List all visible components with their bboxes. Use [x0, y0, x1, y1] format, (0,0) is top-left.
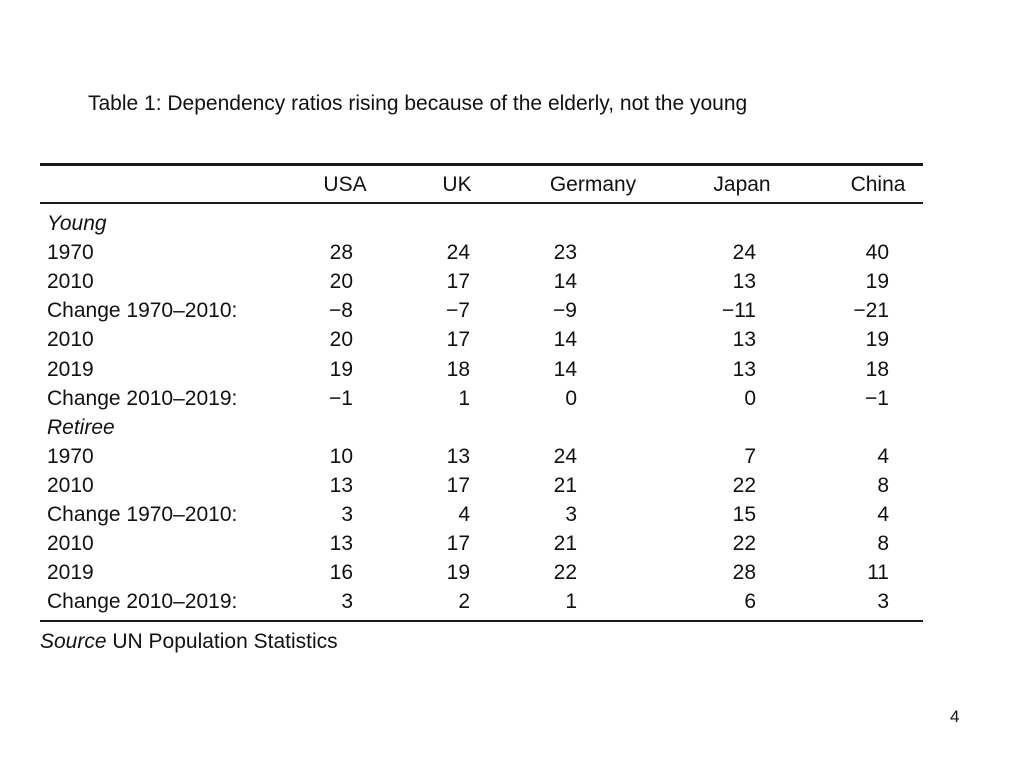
table-cell: 19: [446, 561, 470, 585]
table-cell: 3: [565, 503, 577, 526]
table-cell: 22: [732, 473, 756, 497]
table-cell: 14: [553, 357, 577, 381]
table-cell: 22: [553, 561, 577, 585]
source-keyword: Source: [40, 630, 107, 653]
table-cell: −11: [721, 299, 756, 323]
table-cell: 24: [446, 241, 470, 265]
row-label: 2019: [47, 561, 94, 585]
page-number: 4: [950, 707, 960, 726]
table-cell: 19: [329, 357, 353, 381]
table-cell: 28: [732, 561, 756, 585]
table-cell: 14: [553, 328, 577, 352]
source-text: UN Population Statistics: [106, 630, 338, 653]
table-cell: 4: [877, 444, 889, 468]
table-cell: 21: [553, 532, 577, 556]
table-source-note: [40, 630, 338, 654]
table-cell: −21: [853, 299, 889, 323]
table-cell: 15: [732, 503, 756, 526]
row-label: Change 1970–2010:: [47, 503, 238, 526]
table-cell: −1: [329, 386, 353, 410]
column-header: Japan: [713, 173, 771, 196]
row-label: 2010: [47, 473, 94, 497]
table-cell: 28: [329, 241, 353, 265]
slide-title: Table 1: Dependency ratios rising because of the elderly, not the young: [88, 92, 748, 115]
row-label: 1970: [47, 241, 94, 265]
row-label: Change 2010–2019:: [47, 386, 238, 410]
table-cell: 13: [329, 473, 353, 497]
table-cell: 13: [732, 357, 756, 381]
table-cell: 8: [877, 473, 889, 497]
table-top-rule: [40, 163, 923, 166]
table-cell: 24: [732, 241, 756, 265]
table-cell: 14: [553, 270, 577, 294]
table-cell: 2: [458, 590, 470, 614]
row-label: 2010: [47, 532, 94, 556]
table-cell: 19: [865, 328, 889, 352]
table-cell: 17: [446, 270, 470, 294]
row-label: 2010: [47, 270, 94, 294]
section-label: Young: [47, 212, 107, 235]
table-cell: 17: [446, 328, 470, 352]
table-cell: 23: [553, 241, 577, 265]
table-cell: 4: [458, 503, 470, 526]
table-cell: 40: [865, 241, 889, 265]
row-label: 2010: [47, 328, 94, 352]
table-cell: 17: [446, 532, 470, 556]
table-cell: 7: [744, 444, 756, 468]
table-cell: 0: [565, 386, 577, 410]
table-cell: 13: [446, 444, 470, 468]
table-cell: 18: [865, 357, 889, 381]
table-cell: 3: [341, 503, 353, 526]
table-cell: 1: [565, 590, 577, 614]
table-cell: 4: [877, 503, 889, 526]
row-label: 1970: [47, 444, 94, 468]
table-cell: 19: [865, 270, 889, 294]
table-cell: 17: [446, 473, 470, 497]
table-cell: −1: [865, 386, 889, 410]
table-cell: 13: [329, 532, 353, 556]
table-cell: −8: [329, 299, 353, 323]
section-label: Retiree: [47, 415, 115, 439]
column-header: China: [850, 173, 906, 196]
table-cell: 13: [732, 328, 756, 352]
table-cell: 16: [329, 561, 353, 585]
table-cell: −7: [446, 299, 470, 323]
table-cell: 10: [329, 444, 353, 468]
table-cell: 0: [744, 386, 756, 410]
table-cell: 11: [867, 561, 889, 585]
table-cell: 13: [732, 270, 756, 294]
column-header: UK: [442, 173, 472, 196]
table-cell: 24: [553, 444, 577, 468]
table-cell: 3: [341, 590, 353, 614]
column-header: USA: [323, 173, 367, 196]
table-cell: 6: [744, 590, 756, 614]
table-cell: −9: [553, 299, 577, 323]
row-label: 2019: [47, 357, 94, 381]
table-cell: 22: [732, 532, 756, 556]
table-bottom-rule: [40, 620, 923, 622]
row-label: Change 2010–2019:: [47, 590, 238, 614]
table-cell: 20: [329, 270, 353, 294]
table-cell: 21: [553, 473, 577, 497]
table-cell: 1: [458, 386, 470, 410]
table-cell: 20: [329, 328, 353, 352]
column-header: Germany: [549, 173, 637, 196]
table-cell: 18: [446, 357, 470, 381]
table-cell: 3: [877, 590, 889, 614]
table-cell: 8: [877, 532, 889, 556]
table-header-rule: [40, 202, 923, 204]
row-label: Change 1970–2010:: [47, 299, 238, 323]
